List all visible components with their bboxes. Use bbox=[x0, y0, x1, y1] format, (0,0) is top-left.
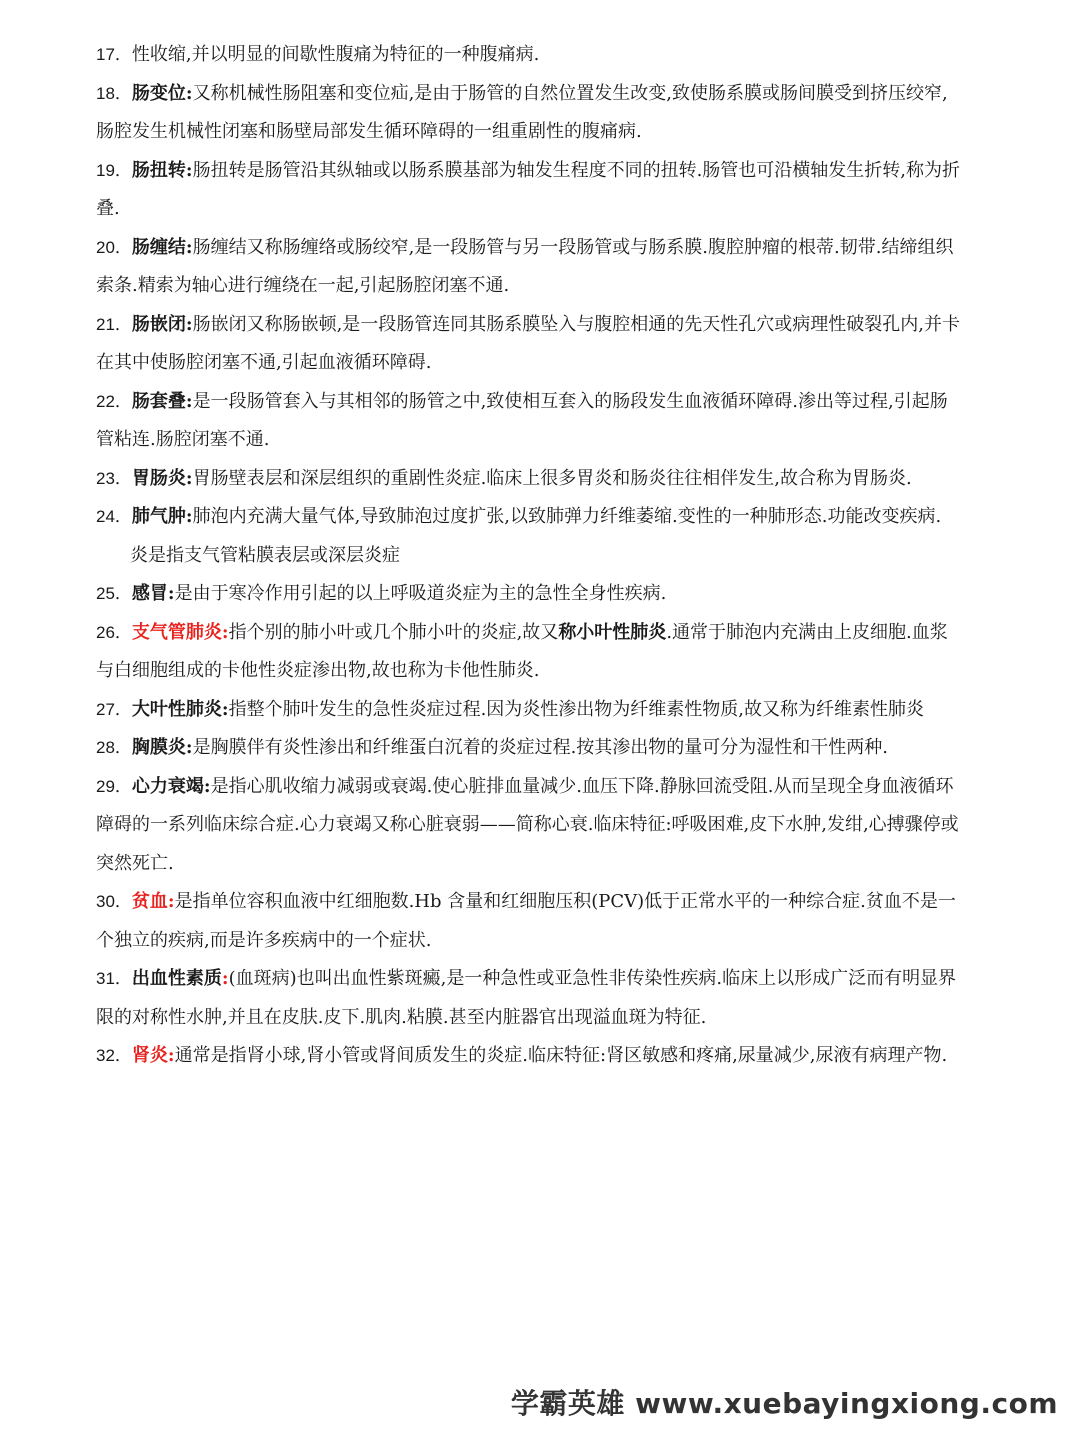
entry-colon: : bbox=[185, 313, 193, 335]
entry-term: 肠扭转 bbox=[131, 159, 186, 181]
entry-definition: 是由于寒冷作用引起的以上呼吸道炎症为主的急性全身性疾病. bbox=[174, 583, 667, 604]
entry-number: 26． bbox=[96, 622, 132, 642]
entry-colon: : bbox=[203, 775, 211, 797]
entry-definition: 是一段肠管套入与其相邻的肠管之中,致使相互套入的肠段发生血液循环障碍.渗出等过程,引起肠管粘连.肠腔闭塞不通. bbox=[96, 390, 948, 450]
entry-20 bbox=[96, 229, 964, 306]
entry-number: 21． bbox=[96, 314, 132, 334]
entry-number: 18． bbox=[96, 83, 132, 103]
entry-colon: : bbox=[185, 236, 193, 258]
watermark-footer: 学霸英雄 www.xuebayingxiong.com bbox=[510, 1387, 1058, 1420]
entry-term-highlighted: 肾炎 bbox=[131, 1045, 168, 1066]
entry-term: 肺气肿 bbox=[131, 506, 186, 527]
entry-colon: : bbox=[185, 390, 193, 412]
entry-30 bbox=[96, 883, 964, 960]
entry-28 bbox=[96, 729, 964, 768]
entry-number: 25． bbox=[96, 584, 132, 603]
entry-22 bbox=[96, 383, 964, 460]
entry-17 bbox=[96, 36, 964, 75]
entry-number: 22． bbox=[96, 391, 132, 411]
entry-colon: : bbox=[221, 698, 229, 720]
entry-colon: : bbox=[185, 506, 193, 527]
entry-31 bbox=[96, 960, 964, 1037]
entry-number: 24． bbox=[96, 507, 132, 526]
entry-27 bbox=[96, 691, 964, 730]
entry-definition: 性收缩,并以明显的间歇性腹痛为特征的一种腹痛病. bbox=[131, 44, 540, 65]
entry-colon: : bbox=[185, 467, 193, 489]
entry-colon: : bbox=[167, 583, 175, 604]
entry-term: 出血性素质 bbox=[131, 968, 222, 989]
entry-18 bbox=[96, 75, 964, 152]
entry-term: 感冒 bbox=[131, 583, 168, 604]
entry-term: 肠嵌闭 bbox=[131, 313, 186, 335]
entry-inline-bold-term: 称小叶性肺炎 bbox=[558, 621, 667, 643]
entry-32 bbox=[96, 1037, 964, 1076]
entry-definition: 是指单位容积血液中红细胞数.Hb 含量和红细胞压积(PCV)低于正常水平的一种综合症.贫血不是一个独立的疾病,而是许多疾病中的一个症状. bbox=[96, 891, 956, 951]
entry-colon: : bbox=[221, 621, 229, 643]
entry-colon: : bbox=[185, 737, 193, 758]
entry-definition: 通常是指肾小球,肾小管或肾间质发生的炎症.临床特征:肾区敏感和疼痛,尿量减少,尿液有病理产物. bbox=[174, 1045, 948, 1066]
entry-definition: 是胸膜伴有炎性渗出和纤维蛋白沉着的炎症过程.按其渗出物的量可分为湿性和干性两种. bbox=[192, 737, 889, 758]
entry-colon: : bbox=[185, 82, 193, 104]
entry-colon: : bbox=[167, 891, 175, 912]
entry-term: 胸膜炎 bbox=[131, 737, 186, 758]
entry-number: 31． bbox=[96, 969, 132, 988]
entry-29 bbox=[96, 768, 964, 884]
entry-24 bbox=[96, 498, 964, 537]
entry-definition: 指整个肺叶发生的急性炎症过程.因为炎性渗出物为纤维素性物质,故又称为纤维素性肺炎 bbox=[228, 698, 925, 720]
entry-definition: 肠扭转是肠管沿其纵轴或以肠系膜基部为轴发生程度不同的扭转.肠管也可沿横轴发生折转,称为折叠. bbox=[96, 159, 961, 219]
entry-definition: 肠嵌闭又称肠嵌顿,是一段肠管连同其肠系膜坠入与腹腔相通的先天性孔穴或病理性破裂孔内,并卡在其中使肠腔闭塞不通,引起血液循环障碍. bbox=[96, 313, 961, 373]
entry-number: 17． bbox=[96, 45, 132, 64]
entry-colon: : bbox=[221, 968, 229, 989]
entry-definition: (血斑病)也叫出血性紫斑癜,是一种急性或亚急性非传染性疾病.临床上以形成广泛而有明显界限的对称性水肿,并且在皮肤.皮下.肌肉.粘膜.甚至内脏器官出现溢血斑为特征. bbox=[96, 968, 957, 1028]
entry-term: 大叶性肺炎 bbox=[131, 698, 222, 720]
entry-definition: 又称机械性肠阻塞和变位疝,是由于肠管的自然位置发生改变,致使肠系膜或肠间膜受到挤压绞窄,肠腔发生机械性闭塞和肠壁局部发生循环障碍的一组重剧性的腹痛病. bbox=[96, 82, 948, 142]
entry-term-highlighted: 贫血 bbox=[131, 891, 168, 912]
entry-19 bbox=[96, 152, 964, 229]
entry-definition: 肠缠结又称肠缠络或肠绞窄,是一段肠管与另一段肠管或与肠系膜.腹腔肿瘤的根蒂.韧带.结缔组织索条.精索为轴心进行缠绕在一起,引起肠腔闭塞不通. bbox=[96, 236, 954, 296]
entry-number: 19． bbox=[96, 160, 132, 180]
indented-note: 炎是指支气管粘膜表层或深层炎症 bbox=[130, 544, 400, 566]
entry-term: 肠套叠 bbox=[131, 390, 186, 412]
entry-list bbox=[96, 36, 964, 1076]
entry-number: 32． bbox=[96, 1046, 132, 1065]
entry-number: 29． bbox=[96, 776, 132, 796]
entry-21 bbox=[96, 306, 964, 383]
entry-term: 肠缠结 bbox=[131, 236, 186, 258]
entry-definition-continued: .通常于肺泡内充满由上皮细胞.血浆与白细胞组成的卡他性炎症渗出物,故也称为卡他性肺炎. bbox=[96, 621, 948, 681]
entry-number: 30． bbox=[96, 892, 132, 911]
entry-colon: : bbox=[185, 159, 193, 181]
entry-25 bbox=[96, 575, 964, 614]
entry-number: 23． bbox=[96, 468, 132, 488]
entry-definition: 肺泡内充满大量气体,导致肺泡过度扩张,以致肺弹力纤维萎缩.变性的一种肺形态.功能改变疾病. bbox=[192, 506, 942, 527]
entry-term: 心力衰竭 bbox=[131, 775, 204, 797]
entry-definition: 胃肠壁表层和深层组织的重剧性炎症.临床上很多胃炎和肠炎往往相伴发生,故合称为胃肠炎. bbox=[192, 467, 912, 489]
entry-number: 28． bbox=[96, 738, 132, 757]
entry-26 bbox=[96, 614, 964, 691]
entry-colon: : bbox=[167, 1045, 175, 1066]
entry-number: 27． bbox=[96, 699, 132, 719]
entry-definition: 是指心肌收缩力减弱或衰竭.使心脏排血量减少.血压下降.静脉回流受阻.从而呈现全身血液循环障碍的一系列临床综合症.心力衰竭又称心脏衰弱——简称心衰.临床特征:呼吸困难,皮下水肿,发绀,心搏骤停或突然死亡. bbox=[96, 775, 959, 874]
entry-term-highlighted: 支气管肺炎 bbox=[131, 621, 222, 643]
entry-23 bbox=[96, 460, 964, 499]
entry-number: 20． bbox=[96, 237, 132, 257]
entry-definition: 指个别的肺小叶或几个肺小叶的炎症,故又 bbox=[228, 621, 559, 643]
entry-term: 肠变位 bbox=[131, 82, 186, 104]
entry-term: 胃肠炎 bbox=[131, 467, 186, 489]
